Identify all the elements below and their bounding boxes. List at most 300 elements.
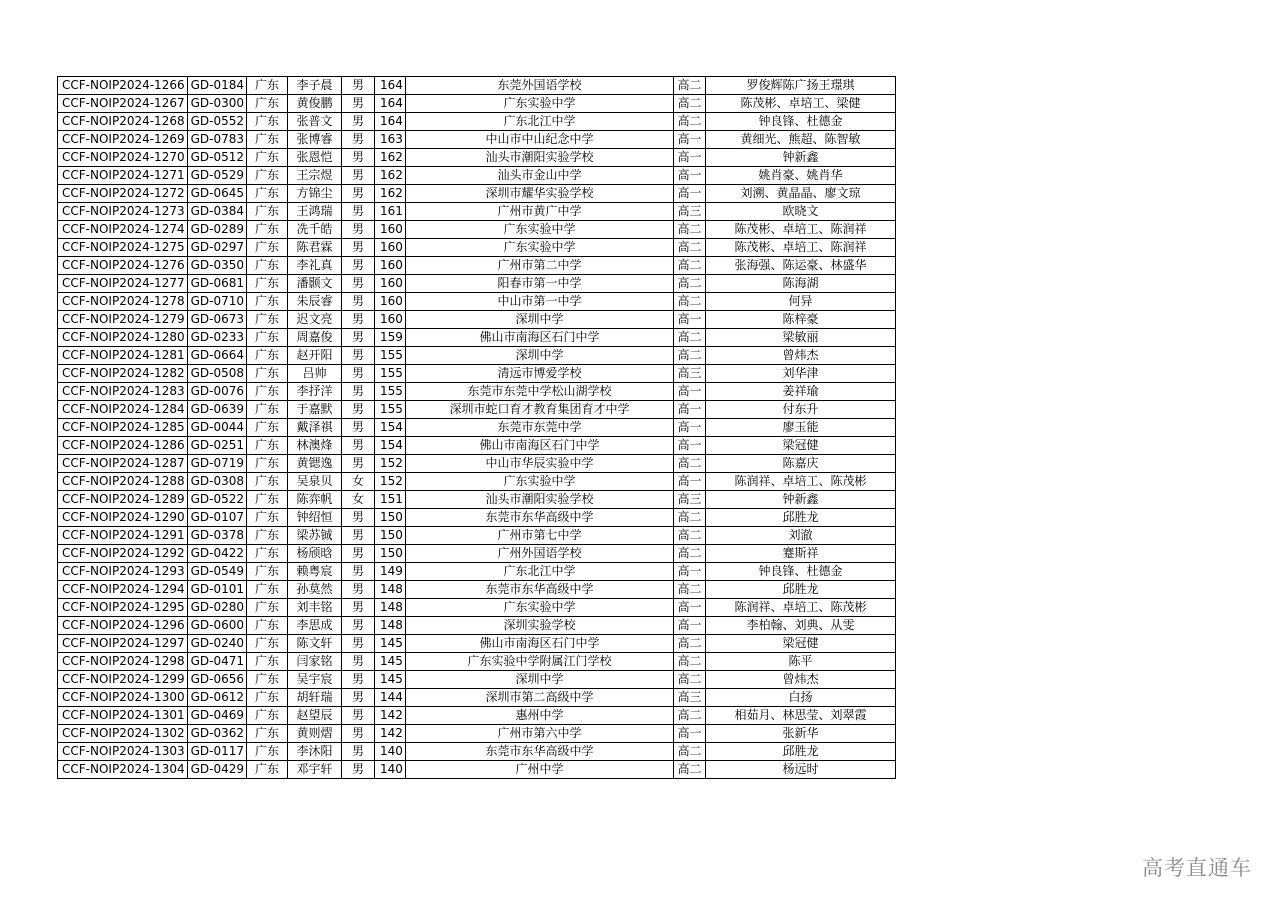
table-row xyxy=(58,275,896,293)
gender-cell: 男 xyxy=(342,131,375,149)
school-cell: 惠州中学 xyxy=(406,707,674,725)
score-cell: 152 xyxy=(375,473,406,491)
score-cell: 142 xyxy=(375,725,406,743)
gender-cell: 男 xyxy=(342,455,375,473)
table-row xyxy=(58,437,896,455)
score-cell: 154 xyxy=(375,437,406,455)
grade-cell: 高一 xyxy=(674,383,706,401)
grade-cell: 高二 xyxy=(674,95,706,113)
region-id-cell: GD-0656 xyxy=(187,671,246,689)
student-name-cell: 张恩恺 xyxy=(288,149,342,167)
province-cell: 广东 xyxy=(247,437,288,455)
student-name-cell: 邓宇轩 xyxy=(288,761,342,779)
school-cell: 东莞市东华高级中学 xyxy=(406,581,674,599)
score-cell: 150 xyxy=(375,509,406,527)
contest-id-cell: CCF-NOIP2024-1284 xyxy=(58,401,188,419)
contest-id-cell: CCF-NOIP2024-1283 xyxy=(58,383,188,401)
table-row xyxy=(58,455,896,473)
region-id-cell: GD-0308 xyxy=(187,473,246,491)
region-id-cell: GD-0681 xyxy=(187,275,246,293)
student-name-cell: 李抒洋 xyxy=(288,383,342,401)
table-row xyxy=(58,401,896,419)
contest-id-cell: CCF-NOIP2024-1274 xyxy=(58,221,188,239)
province-cell: 广东 xyxy=(247,635,288,653)
gender-cell: 男 xyxy=(342,203,375,221)
student-name-cell: 迟文亮 xyxy=(288,311,342,329)
table-row xyxy=(58,131,896,149)
score-cell: 162 xyxy=(375,149,406,167)
region-id-cell: GD-0719 xyxy=(187,455,246,473)
gender-cell: 男 xyxy=(342,365,375,383)
school-cell: 汕头市潮阳实验学校 xyxy=(406,149,674,167)
contest-id-cell: CCF-NOIP2024-1291 xyxy=(58,527,188,545)
province-cell: 广东 xyxy=(247,473,288,491)
gender-cell: 男 xyxy=(342,563,375,581)
student-name-cell: 李礼真 xyxy=(288,257,342,275)
student-name-cell: 冼千皓 xyxy=(288,221,342,239)
region-id-cell: GD-0639 xyxy=(187,401,246,419)
score-cell: 160 xyxy=(375,221,406,239)
coach-cell: 白扬 xyxy=(706,689,896,707)
coach-cell: 陈茂彬、卓培工、陈润祥 xyxy=(706,239,896,257)
region-id-cell: GD-0549 xyxy=(187,563,246,581)
contest-id-cell: CCF-NOIP2024-1301 xyxy=(58,707,188,725)
table-row xyxy=(58,635,896,653)
school-cell: 深圳中学 xyxy=(406,311,674,329)
student-name-cell: 钟绍恒 xyxy=(288,509,342,527)
contest-id-cell: CCF-NOIP2024-1277 xyxy=(58,275,188,293)
coach-cell: 刘华津 xyxy=(706,365,896,383)
school-cell: 中山市华辰实验中学 xyxy=(406,455,674,473)
score-cell: 154 xyxy=(375,419,406,437)
score-cell: 155 xyxy=(375,347,406,365)
score-cell: 151 xyxy=(375,491,406,509)
score-cell: 164 xyxy=(375,95,406,113)
student-name-cell: 孙莫然 xyxy=(288,581,342,599)
province-cell: 广东 xyxy=(247,761,288,779)
school-cell: 中山市第一中学 xyxy=(406,293,674,311)
table-row xyxy=(58,419,896,437)
region-id-cell: GD-0384 xyxy=(187,203,246,221)
grade-cell: 高一 xyxy=(674,401,706,419)
province-cell: 广东 xyxy=(247,185,288,203)
coach-cell: 黄细光、熊超、陈智敏 xyxy=(706,131,896,149)
grade-cell: 高二 xyxy=(674,329,706,347)
student-name-cell: 于嘉默 xyxy=(288,401,342,419)
table-row xyxy=(58,689,896,707)
school-cell: 深圳市第二高级中学 xyxy=(406,689,674,707)
province-cell: 广东 xyxy=(247,725,288,743)
coach-cell: 梁冠健 xyxy=(706,635,896,653)
province-cell: 广东 xyxy=(247,131,288,149)
region-id-cell: GD-0508 xyxy=(187,365,246,383)
table-row xyxy=(58,293,896,311)
gender-cell: 男 xyxy=(342,653,375,671)
school-cell: 广州市第二中学 xyxy=(406,257,674,275)
grade-cell: 高二 xyxy=(674,275,706,293)
coach-cell: 钟良锋、杜德金 xyxy=(706,113,896,131)
school-cell: 广州市第六中学 xyxy=(406,725,674,743)
results-table-body xyxy=(58,77,896,779)
gender-cell: 男 xyxy=(342,185,375,203)
contest-id-cell: CCF-NOIP2024-1289 xyxy=(58,491,188,509)
school-cell: 广东实验中学附属江门学校 xyxy=(406,653,674,671)
grade-cell: 高一 xyxy=(674,149,706,167)
gender-cell: 男 xyxy=(342,383,375,401)
table-row xyxy=(58,671,896,689)
province-cell: 广东 xyxy=(247,95,288,113)
gender-cell: 男 xyxy=(342,635,375,653)
gender-cell: 男 xyxy=(342,545,375,563)
gender-cell: 男 xyxy=(342,77,375,95)
region-id-cell: GD-0101 xyxy=(187,581,246,599)
grade-cell: 高二 xyxy=(674,761,706,779)
coach-cell: 刘澈 xyxy=(706,527,896,545)
gender-cell: 女 xyxy=(342,491,375,509)
gender-cell: 男 xyxy=(342,293,375,311)
school-cell: 广州外国语学校 xyxy=(406,545,674,563)
region-id-cell: GD-0076 xyxy=(187,383,246,401)
table-row xyxy=(58,365,896,383)
school-cell: 广州市黄广中学 xyxy=(406,203,674,221)
score-cell: 163 xyxy=(375,131,406,149)
gender-cell: 男 xyxy=(342,95,375,113)
student-name-cell: 林澳烽 xyxy=(288,437,342,455)
gender-cell: 男 xyxy=(342,149,375,167)
gender-cell: 男 xyxy=(342,275,375,293)
coach-cell: 罗俊辉陈广扬王璟琪 xyxy=(706,77,896,95)
student-name-cell: 黄锶逸 xyxy=(288,455,342,473)
coach-cell: 钟新鑫 xyxy=(706,149,896,167)
grade-cell: 高三 xyxy=(674,203,706,221)
coach-cell: 欧晓文 xyxy=(706,203,896,221)
table-row xyxy=(58,221,896,239)
region-id-cell: GD-0350 xyxy=(187,257,246,275)
contest-id-cell: CCF-NOIP2024-1297 xyxy=(58,635,188,653)
table-row xyxy=(58,509,896,527)
contest-id-cell: CCF-NOIP2024-1275 xyxy=(58,239,188,257)
score-cell: 160 xyxy=(375,257,406,275)
coach-cell: 陈茂彬、卓培工、陈润祥 xyxy=(706,221,896,239)
table-row xyxy=(58,563,896,581)
province-cell: 广东 xyxy=(247,383,288,401)
gender-cell: 男 xyxy=(342,113,375,131)
coach-cell: 曾炜杰 xyxy=(706,671,896,689)
coach-cell: 陈茂彬、卓培工、梁健 xyxy=(706,95,896,113)
grade-cell: 高二 xyxy=(674,509,706,527)
table-row xyxy=(58,545,896,563)
province-cell: 广东 xyxy=(247,455,288,473)
score-cell: 150 xyxy=(375,527,406,545)
region-id-cell: GD-0233 xyxy=(187,329,246,347)
score-cell: 159 xyxy=(375,329,406,347)
table-row xyxy=(58,77,896,95)
student-name-cell: 陈弈帆 xyxy=(288,491,342,509)
contest-id-cell: CCF-NOIP2024-1296 xyxy=(58,617,188,635)
contest-id-cell: CCF-NOIP2024-1271 xyxy=(58,167,188,185)
province-cell: 广东 xyxy=(247,545,288,563)
school-cell: 广东实验中学 xyxy=(406,599,674,617)
grade-cell: 高二 xyxy=(674,293,706,311)
school-cell: 广州市第七中学 xyxy=(406,527,674,545)
score-cell: 160 xyxy=(375,239,406,257)
gender-cell: 男 xyxy=(342,671,375,689)
province-cell: 广东 xyxy=(247,689,288,707)
school-cell: 清远市博爱学校 xyxy=(406,365,674,383)
coach-cell: 廖玉能 xyxy=(706,419,896,437)
province-cell: 广东 xyxy=(247,527,288,545)
province-cell: 广东 xyxy=(247,653,288,671)
school-cell: 广东北江中学 xyxy=(406,563,674,581)
gender-cell: 男 xyxy=(342,725,375,743)
grade-cell: 高二 xyxy=(674,545,706,563)
gender-cell: 男 xyxy=(342,581,375,599)
score-cell: 164 xyxy=(375,77,406,95)
gender-cell: 男 xyxy=(342,311,375,329)
province-cell: 广东 xyxy=(247,293,288,311)
grade-cell: 高三 xyxy=(674,365,706,383)
student-name-cell: 赖粤宸 xyxy=(288,563,342,581)
school-cell: 汕头市潮阳实验学校 xyxy=(406,491,674,509)
coach-cell: 姜祥瑜 xyxy=(706,383,896,401)
school-cell: 东莞市东莞中学 xyxy=(406,419,674,437)
student-name-cell: 李子晨 xyxy=(288,77,342,95)
region-id-cell: GD-0251 xyxy=(187,437,246,455)
coach-cell: 张新华 xyxy=(706,725,896,743)
table-row xyxy=(58,653,896,671)
score-cell: 160 xyxy=(375,311,406,329)
student-name-cell: 李思成 xyxy=(288,617,342,635)
contest-id-cell: CCF-NOIP2024-1303 xyxy=(58,743,188,761)
school-cell: 深圳实验学校 xyxy=(406,617,674,635)
student-name-cell: 胡轩瑞 xyxy=(288,689,342,707)
contest-id-cell: CCF-NOIP2024-1304 xyxy=(58,761,188,779)
coach-cell: 何异 xyxy=(706,293,896,311)
school-cell: 广州中学 xyxy=(406,761,674,779)
region-id-cell: GD-0184 xyxy=(187,77,246,95)
contest-id-cell: CCF-NOIP2024-1273 xyxy=(58,203,188,221)
school-cell: 深圳市蛇口育才教育集团育才中学 xyxy=(406,401,674,419)
student-name-cell: 陈文轩 xyxy=(288,635,342,653)
gender-cell: 男 xyxy=(342,599,375,617)
score-cell: 148 xyxy=(375,617,406,635)
grade-cell: 高三 xyxy=(674,491,706,509)
contest-id-cell: CCF-NOIP2024-1281 xyxy=(58,347,188,365)
gender-cell: 男 xyxy=(342,761,375,779)
school-cell: 广东实验中学 xyxy=(406,221,674,239)
contest-id-cell: CCF-NOIP2024-1302 xyxy=(58,725,188,743)
score-cell: 149 xyxy=(375,563,406,581)
table-row xyxy=(58,527,896,545)
province-cell: 广东 xyxy=(247,491,288,509)
region-id-cell: GD-0664 xyxy=(187,347,246,365)
table-row xyxy=(58,617,896,635)
grade-cell: 高一 xyxy=(674,473,706,491)
region-id-cell: GD-0378 xyxy=(187,527,246,545)
school-cell: 东莞市东华高级中学 xyxy=(406,509,674,527)
contest-id-cell: CCF-NOIP2024-1266 xyxy=(58,77,188,95)
grade-cell: 高一 xyxy=(674,725,706,743)
student-name-cell: 梁苏铖 xyxy=(288,527,342,545)
contest-id-cell: CCF-NOIP2024-1279 xyxy=(58,311,188,329)
student-name-cell: 王宗煜 xyxy=(288,167,342,185)
province-cell: 广东 xyxy=(247,563,288,581)
contest-id-cell: CCF-NOIP2024-1280 xyxy=(58,329,188,347)
coach-cell: 邱胜龙 xyxy=(706,509,896,527)
student-name-cell: 赵开阳 xyxy=(288,347,342,365)
score-cell: 162 xyxy=(375,185,406,203)
score-cell: 140 xyxy=(375,761,406,779)
score-cell: 150 xyxy=(375,545,406,563)
coach-cell: 陈润祥、卓培工、陈茂彬 xyxy=(706,473,896,491)
score-cell: 145 xyxy=(375,635,406,653)
contest-id-cell: CCF-NOIP2024-1278 xyxy=(58,293,188,311)
coach-cell: 陈润祥、卓培工、陈茂彬 xyxy=(706,599,896,617)
grade-cell: 高二 xyxy=(674,707,706,725)
coach-cell: 梁敏丽 xyxy=(706,329,896,347)
contest-id-cell: CCF-NOIP2024-1267 xyxy=(58,95,188,113)
contest-id-cell: CCF-NOIP2024-1287 xyxy=(58,455,188,473)
table-row xyxy=(58,329,896,347)
contest-id-cell: CCF-NOIP2024-1270 xyxy=(58,149,188,167)
grade-cell: 高一 xyxy=(674,167,706,185)
score-cell: 164 xyxy=(375,113,406,131)
student-name-cell: 张普文 xyxy=(288,113,342,131)
coach-cell: 刘溯、黄晶晶、廖文琼 xyxy=(706,185,896,203)
score-cell: 145 xyxy=(375,653,406,671)
province-cell: 广东 xyxy=(247,239,288,257)
contest-id-cell: CCF-NOIP2024-1272 xyxy=(58,185,188,203)
region-id-cell: GD-0362 xyxy=(187,725,246,743)
region-id-cell: GD-0529 xyxy=(187,167,246,185)
table-row xyxy=(58,599,896,617)
school-cell: 汕头市金山中学 xyxy=(406,167,674,185)
school-cell: 广东实验中学 xyxy=(406,473,674,491)
region-id-cell: GD-0300 xyxy=(187,95,246,113)
province-cell: 广东 xyxy=(247,365,288,383)
gender-cell: 男 xyxy=(342,239,375,257)
school-cell: 广东实验中学 xyxy=(406,239,674,257)
contest-id-cell: CCF-NOIP2024-1300 xyxy=(58,689,188,707)
grade-cell: 高一 xyxy=(674,131,706,149)
province-cell: 广东 xyxy=(247,707,288,725)
coach-cell: 陈平 xyxy=(706,653,896,671)
coach-cell: 邱胜龙 xyxy=(706,743,896,761)
student-name-cell: 吕帅 xyxy=(288,365,342,383)
grade-cell: 高一 xyxy=(674,419,706,437)
coach-cell: 钟新鑫 xyxy=(706,491,896,509)
student-name-cell: 戴泽祺 xyxy=(288,419,342,437)
contest-id-cell: CCF-NOIP2024-1295 xyxy=(58,599,188,617)
student-name-cell: 黄则熠 xyxy=(288,725,342,743)
coach-cell: 张海强、陈运豪、林盛华 xyxy=(706,257,896,275)
grade-cell: 高二 xyxy=(674,347,706,365)
gender-cell: 男 xyxy=(342,509,375,527)
province-cell: 广东 xyxy=(247,599,288,617)
region-id-cell: GD-0673 xyxy=(187,311,246,329)
coach-cell: 付东升 xyxy=(706,401,896,419)
region-id-cell: GD-0600 xyxy=(187,617,246,635)
region-id-cell: GD-0289 xyxy=(187,221,246,239)
school-cell: 深圳市耀华实验学校 xyxy=(406,185,674,203)
contest-id-cell: CCF-NOIP2024-1285 xyxy=(58,419,188,437)
school-cell: 佛山市南海区石门中学 xyxy=(406,437,674,455)
contest-id-cell: CCF-NOIP2024-1298 xyxy=(58,653,188,671)
coach-cell: 陈嘉庆 xyxy=(706,455,896,473)
school-cell: 东莞市东莞中学松山湖学校 xyxy=(406,383,674,401)
table-row xyxy=(58,491,896,509)
score-cell: 160 xyxy=(375,275,406,293)
coach-cell: 李柏翰、刘典、从雯 xyxy=(706,617,896,635)
coach-cell: 蹇斯祥 xyxy=(706,545,896,563)
student-name-cell: 吴宇宸 xyxy=(288,671,342,689)
region-id-cell: GD-0645 xyxy=(187,185,246,203)
region-id-cell: GD-0240 xyxy=(187,635,246,653)
region-id-cell: GD-0280 xyxy=(187,599,246,617)
region-id-cell: GD-0297 xyxy=(187,239,246,257)
table-row xyxy=(58,203,896,221)
score-cell: 160 xyxy=(375,293,406,311)
school-cell: 阳春市第一中学 xyxy=(406,275,674,293)
score-cell: 155 xyxy=(375,383,406,401)
province-cell: 广东 xyxy=(247,419,288,437)
province-cell: 广东 xyxy=(247,203,288,221)
table-row xyxy=(58,239,896,257)
grade-cell: 高二 xyxy=(674,635,706,653)
coach-cell: 钟良锋、杜德金 xyxy=(706,563,896,581)
province-cell: 广东 xyxy=(247,401,288,419)
region-id-cell: GD-0512 xyxy=(187,149,246,167)
grade-cell: 高二 xyxy=(674,239,706,257)
province-cell: 广东 xyxy=(247,347,288,365)
student-name-cell: 黄俊鹏 xyxy=(288,95,342,113)
coach-cell: 梁冠健 xyxy=(706,437,896,455)
table-row xyxy=(58,743,896,761)
student-name-cell: 赵望辰 xyxy=(288,707,342,725)
results-table xyxy=(57,76,896,779)
province-cell: 广东 xyxy=(247,617,288,635)
contest-id-cell: CCF-NOIP2024-1290 xyxy=(58,509,188,527)
student-name-cell: 周嘉俊 xyxy=(288,329,342,347)
gender-cell: 男 xyxy=(342,689,375,707)
score-cell: 145 xyxy=(375,671,406,689)
table-row xyxy=(58,473,896,491)
region-id-cell: GD-0471 xyxy=(187,653,246,671)
score-cell: 161 xyxy=(375,203,406,221)
coach-cell: 姚肖豪、姚肖华 xyxy=(706,167,896,185)
gender-cell: 男 xyxy=(342,419,375,437)
student-name-cell: 潘颢文 xyxy=(288,275,342,293)
contest-id-cell: CCF-NOIP2024-1269 xyxy=(58,131,188,149)
student-name-cell: 李沐阳 xyxy=(288,743,342,761)
grade-cell: 高二 xyxy=(674,581,706,599)
province-cell: 广东 xyxy=(247,275,288,293)
grade-cell: 高二 xyxy=(674,221,706,239)
province-cell: 广东 xyxy=(247,581,288,599)
grade-cell: 高一 xyxy=(674,185,706,203)
contest-id-cell: CCF-NOIP2024-1268 xyxy=(58,113,188,131)
region-id-cell: GD-0552 xyxy=(187,113,246,131)
gender-cell: 男 xyxy=(342,221,375,239)
gender-cell: 女 xyxy=(342,473,375,491)
province-cell: 广东 xyxy=(247,149,288,167)
gender-cell: 男 xyxy=(342,329,375,347)
score-cell: 144 xyxy=(375,689,406,707)
table-row xyxy=(58,347,896,365)
student-name-cell: 张博睿 xyxy=(288,131,342,149)
student-name-cell: 方锦尘 xyxy=(288,185,342,203)
score-cell: 152 xyxy=(375,455,406,473)
